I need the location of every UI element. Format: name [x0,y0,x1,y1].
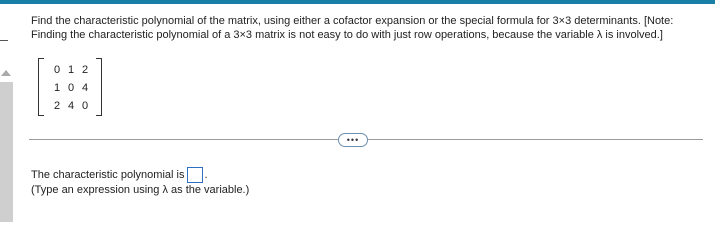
answer-suffix: . [204,169,208,181]
matrix-left-bracket [38,58,44,116]
question-text [31,14,701,42]
answer-input[interactable] [187,167,203,183]
matrix-cell: 0 [81,100,89,112]
question-line-1: Find the characteristic polynomial of the matrix, using either a cofactor expansion or the special formula for 3×3 determinants. [Note: [31,15,674,27]
matrix-cell: 0 [67,82,75,94]
scrollbar-track[interactable] [0,82,13,222]
answer-prompt: The characteristic polynomial is [31,169,185,181]
matrix-cell: 4 [67,100,75,112]
matrix-cell: 2 [53,100,61,112]
matrix-cell: 0 [53,64,61,76]
matrix [38,58,102,116]
question-line-2: Finding the characteristic polynomial of a 3×3 matrix is not easy to do with just row operations, because the variable λ is involved.] [31,29,663,41]
scroll-up-arrow-icon[interactable] [1,70,11,76]
top-accent-bar [0,0,715,4]
matrix-cell: 2 [81,64,89,76]
collapse-handle[interactable] [0,40,8,41]
matrix-right-bracket [96,58,102,116]
answer-hint: (Type an expression using λ as the variable.) [31,184,250,196]
answer-line [31,167,208,183]
matrix-cell: 1 [67,64,75,76]
matrix-grid [50,61,92,115]
more-options-button[interactable]: ••• [338,133,368,147]
matrix-cell: 4 [81,82,89,94]
matrix-cell: 1 [53,82,61,94]
left-gutter [0,4,13,218]
